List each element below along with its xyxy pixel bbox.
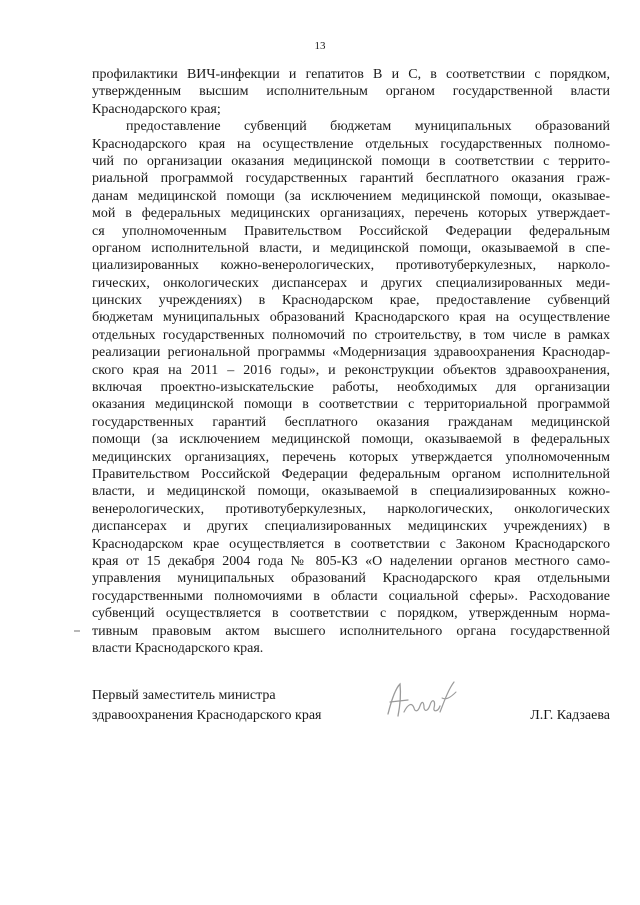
body-line: диспансерах и других специализированных медицинских учреждениях) в — [92, 519, 610, 535]
body-line: венерологических, противотуберкулезных, наркологических, онкологических — [92, 501, 610, 517]
body-line: Краснодарском крае осуществляется в соответствии с Законом Краснодарского — [92, 536, 610, 552]
body-line: бюджетам муниципальных образований Краснодарского края на осуществление — [92, 310, 610, 326]
body-line: государственных гарантий бесплатного оказания гражданам медицинской — [92, 414, 610, 430]
body-line: гических, онкологических диспансерах и других специализированных меди- — [92, 275, 610, 291]
body-line: управления муниципальных образований Краснодарского края отдельными — [92, 571, 610, 587]
body-line: Краснодарского края; — [92, 101, 221, 117]
signer-title — [92, 686, 321, 726]
body-line: реализации региональной программы «Модернизация здравоохранения Краснодар- — [92, 345, 610, 361]
body-line: оказания медицинской помощи в соответствии с территориальной программой — [92, 397, 610, 413]
body-line: профилактики ВИЧ-инфекции и гепатитов В и С, в соответствии с порядком, — [92, 67, 610, 82]
handwritten-signature — [382, 678, 462, 722]
document-body — [92, 66, 610, 657]
margin-mark — [74, 630, 80, 632]
body-line: мой в федеральных медицинских организациях, перечень которых утверждает- — [92, 206, 610, 222]
body-line: органом исполнительной власти, и медицинской помощи, оказываемой в спе- — [92, 240, 610, 256]
signer-title-line: здравоохранения Краснодарского края — [92, 708, 322, 723]
page-number: 13 — [314, 40, 326, 52]
body-line: тивным правовым актом высшего исполнительного органа государственной — [92, 623, 610, 639]
body-line: включая проектно-изыскательские работы, необходимых для организации — [92, 380, 610, 396]
body-line: риальной программой государственных гарантий бесплатного оказания граж- — [92, 171, 610, 187]
body-line: утвержденным высшим исполнительным органом государственной власти — [92, 84, 610, 100]
body-line: цинских учреждениях) в Краснодарском крае, предоставление субвенций — [92, 293, 610, 309]
body-line: предоставление субвенций бюджетам муниципальных образований — [126, 119, 610, 135]
signer-title-line: Первый заместитель министра — [92, 688, 276, 703]
body-line: данам медицинской помощи (за исключением медицинской помощи, оказывае- — [92, 188, 610, 204]
body-line: Правительством Российской Федерации федеральным органом исполнительной — [92, 466, 610, 482]
body-line: государственными полномочиями в области социальной сферы». Расходование — [92, 588, 610, 604]
body-line: помощи (за исключением медицинской помощи, оказываемой в федеральных — [92, 432, 610, 448]
body-line: отдельных государственных полномочий по строительству, в том числе в рамках — [92, 327, 610, 343]
signature-block — [92, 686, 610, 736]
body-line: власти, и медицинской помощи, оказываемой в специализированных кожно- — [92, 484, 610, 500]
body-line: ского края на 2011 – 2016 годы», и реконструкции объектов здравоохранения, — [92, 362, 610, 378]
body-line: края от 15 декабря 2004 года № 805-КЗ «О наделении органов местного само- — [92, 553, 610, 569]
body-line: ся уполномоченным Правительством Российской Федерации федеральным — [92, 223, 610, 239]
signer-name: Л.Г. Кадзаева — [530, 708, 610, 723]
body-line: чий по организации оказания медицинской помощи в соответствии с террито- — [92, 153, 610, 169]
body-line: циализированных кожно-венерологических, противотуберкулезных, нарколо- — [92, 258, 610, 274]
body-line: Краснодарского края на осуществление отдельных государственных полномо- — [92, 136, 610, 152]
body-line: медицинских организациях, перечень которых утверждается уполномоченным — [92, 449, 610, 465]
body-line: субвенций осуществляется в соответствии с порядком, утвержденным норма- — [92, 606, 610, 622]
body-line: власти Краснодарского края. — [92, 640, 264, 656]
